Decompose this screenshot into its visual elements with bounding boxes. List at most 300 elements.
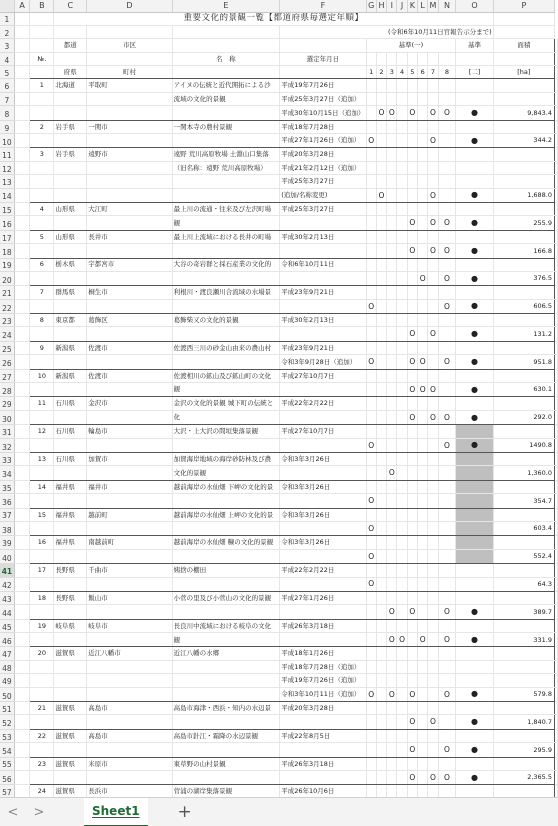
criteria-mark[interactable]: [366, 743, 376, 757]
date-cell[interactable]: [280, 494, 366, 508]
date-cell[interactable]: 平成23年9月21日: [280, 341, 366, 354]
criteria-mark[interactable]: [438, 148, 456, 161]
row-number[interactable]: 19: [0, 258, 14, 271]
criteria-mark[interactable]: [407, 660, 417, 673]
cell[interactable]: [54, 25, 87, 38]
cell[interactable]: [87, 161, 172, 174]
criteria-mark[interactable]: [387, 619, 397, 632]
cell[interactable]: [555, 134, 558, 148]
sheet-row[interactable]: [0, 175, 558, 188]
criteria-mark[interactable]: [438, 383, 456, 397]
name-cell[interactable]: 最上川の流通・往来及び左沢町場: [172, 202, 280, 215]
criteria-mark[interactable]: [407, 633, 417, 647]
record-number[interactable]: 13: [30, 453, 54, 466]
criteria-mark[interactable]: O: [438, 106, 456, 120]
criteria-mark[interactable]: [407, 702, 417, 715]
criteria-mark[interactable]: O: [366, 687, 376, 701]
name-cell[interactable]: 観: [172, 633, 280, 647]
criteria-mark[interactable]: [418, 299, 428, 313]
row-number[interactable]: 5: [0, 66, 14, 79]
cell[interactable]: [493, 12, 554, 25]
date-cell[interactable]: 平成25年3月27日: [280, 202, 366, 215]
date-cell[interactable]: 令和6年10月11日: [280, 258, 366, 271]
row-number[interactable]: 37: [0, 508, 14, 521]
criteria-mark[interactable]: [387, 369, 397, 382]
criteria-2-mark[interactable]: [456, 202, 493, 215]
criteria-mark[interactable]: O: [428, 770, 438, 784]
criteria-mark[interactable]: O: [438, 299, 456, 313]
criteria-mark[interactable]: [438, 369, 456, 382]
criteria-mark[interactable]: [397, 383, 407, 397]
criteria-mark[interactable]: [387, 647, 397, 660]
criteria-mark[interactable]: [387, 258, 397, 271]
criteria-mark[interactable]: [376, 770, 386, 784]
criteria-mark[interactable]: [428, 161, 438, 174]
cell[interactable]: [30, 175, 54, 188]
header-criteria-num[interactable]: 4: [397, 66, 407, 79]
criteria-mark[interactable]: O: [366, 299, 376, 313]
header-criteria-num[interactable]: 5: [407, 66, 417, 79]
criteria-mark[interactable]: [428, 729, 438, 742]
record-number[interactable]: 19: [30, 619, 54, 632]
criteria-mark[interactable]: [376, 743, 386, 757]
date-cell[interactable]: [280, 466, 366, 480]
criteria-mark[interactable]: O: [438, 605, 456, 619]
criteria-mark[interactable]: [397, 341, 407, 354]
municipality-cell[interactable]: 佐渡市: [87, 341, 172, 354]
next-sheet-button[interactable]: [26, 798, 52, 826]
cell[interactable]: [30, 660, 54, 673]
prefecture-cell[interactable]: 滋賀県: [54, 785, 87, 797]
name-cell[interactable]: 加賀海岸地域の海岸砂防林及び農: [172, 453, 280, 466]
cell[interactable]: [87, 674, 172, 687]
cell[interactable]: [172, 25, 280, 38]
cell[interactable]: [555, 52, 558, 65]
name-cell[interactable]: 葛飾柴又の文化的景観: [172, 314, 280, 327]
cell[interactable]: [14, 508, 30, 521]
criteria-mark[interactable]: [366, 425, 376, 438]
criteria-2-mark[interactable]: [456, 175, 493, 188]
criteria-2-mark[interactable]: ●: [456, 271, 493, 285]
criteria-mark[interactable]: [376, 633, 386, 647]
criteria-2-mark[interactable]: ●: [456, 134, 493, 148]
criteria-mark[interactable]: [428, 466, 438, 480]
cell[interactable]: [54, 299, 87, 313]
criteria-mark[interactable]: [418, 494, 428, 508]
cell[interactable]: [54, 687, 87, 701]
cell[interactable]: [555, 521, 558, 535]
sheet-row[interactable]: [0, 674, 558, 687]
cell[interactable]: [87, 687, 172, 701]
cell[interactable]: [555, 619, 558, 632]
criteria-mark[interactable]: [418, 536, 428, 549]
criteria-2-mark[interactable]: [456, 148, 493, 161]
cell[interactable]: [87, 577, 172, 591]
cell[interactable]: [555, 271, 558, 285]
criteria-mark[interactable]: [397, 202, 407, 215]
criteria-mark[interactable]: O: [438, 355, 456, 369]
date-cell[interactable]: [280, 244, 366, 258]
criteria-mark[interactable]: O: [407, 383, 417, 397]
cell[interactable]: [30, 327, 54, 341]
criteria-mark[interactable]: [407, 188, 417, 202]
criteria-mark[interactable]: O: [366, 134, 376, 148]
area-cell[interactable]: [493, 161, 554, 174]
criteria-mark[interactable]: [438, 327, 456, 341]
criteria-mark[interactable]: [376, 410, 386, 424]
criteria-2-mark[interactable]: [456, 785, 493, 797]
criteria-mark[interactable]: [397, 770, 407, 784]
date-cell[interactable]: [280, 383, 366, 397]
criteria-mark[interactable]: [438, 619, 456, 632]
row-number[interactable]: 52: [0, 715, 14, 729]
criteria-mark[interactable]: [376, 453, 386, 466]
cell[interactable]: [30, 577, 54, 591]
criteria-mark[interactable]: [418, 258, 428, 271]
municipality-cell[interactable]: 高島市: [87, 729, 172, 742]
name-cell[interactable]: 遠野 荒川高原牧場 土淵山口集落: [172, 148, 280, 161]
cell[interactable]: [14, 494, 30, 508]
criteria-mark[interactable]: [376, 536, 386, 549]
criteria-mark[interactable]: [438, 591, 456, 604]
row-number[interactable]: 4: [0, 52, 14, 65]
criteria-mark[interactable]: [387, 383, 397, 397]
cell[interactable]: [14, 341, 30, 354]
row-number[interactable]: 53: [0, 729, 14, 742]
criteria-mark[interactable]: [418, 202, 428, 215]
cell[interactable]: [87, 134, 172, 148]
criteria-mark[interactable]: [397, 258, 407, 271]
criteria-mark[interactable]: [428, 202, 438, 215]
date-cell[interactable]: [280, 743, 366, 757]
sheet-row[interactable]: [0, 39, 558, 52]
criteria-mark[interactable]: [418, 549, 428, 563]
cell[interactable]: [14, 466, 30, 480]
sheet-row[interactable]: [0, 702, 558, 715]
criteria-mark[interactable]: O: [428, 327, 438, 341]
criteria-mark[interactable]: [428, 438, 438, 452]
cell[interactable]: [14, 591, 30, 604]
criteria-mark[interactable]: [366, 120, 376, 133]
area-cell[interactable]: [493, 175, 554, 188]
area-cell[interactable]: [493, 230, 554, 243]
header-name[interactable]: 名 称: [172, 52, 280, 65]
cell[interactable]: [87, 244, 172, 258]
criteria-mark[interactable]: O: [387, 687, 397, 701]
sheet-row[interactable]: [0, 341, 558, 354]
criteria-2-mark[interactable]: [456, 549, 493, 563]
criteria-2-mark[interactable]: [456, 591, 493, 604]
criteria-mark[interactable]: [407, 148, 417, 161]
criteria-mark[interactable]: [428, 549, 438, 563]
criteria-mark[interactable]: [428, 258, 438, 271]
area-cell[interactable]: 1,360.0: [493, 466, 554, 480]
criteria-mark[interactable]: [418, 702, 428, 715]
date-cell[interactable]: [280, 438, 366, 452]
criteria-mark[interactable]: [407, 134, 417, 148]
criteria-mark[interactable]: [387, 438, 397, 452]
cell[interactable]: [555, 687, 558, 701]
header-criteria-2-sub[interactable]: [二]: [456, 66, 493, 79]
row-number[interactable]: 55: [0, 757, 14, 770]
criteria-mark[interactable]: [376, 480, 386, 493]
name-cell[interactable]: 化: [172, 410, 280, 424]
date-cell[interactable]: 平成22年8月5日: [280, 729, 366, 742]
name-cell[interactable]: 越前海岸の水仙畑 下岬の文化的景: [172, 480, 280, 493]
prefecture-cell[interactable]: 新潟県: [54, 369, 87, 382]
sheet-row[interactable]: [0, 79, 558, 92]
criteria-2-mark[interactable]: ●: [456, 299, 493, 313]
row-number[interactable]: 57: [0, 785, 14, 797]
criteria-mark[interactable]: [418, 397, 428, 410]
criteria-mark[interactable]: [438, 729, 456, 742]
criteria-mark[interactable]: O: [438, 743, 456, 757]
sheet-row[interactable]: [0, 466, 558, 480]
name-cell[interactable]: 大沢・上大沢の間垣集落景観: [172, 425, 280, 438]
cell[interactable]: [14, 702, 30, 715]
criteria-mark[interactable]: [397, 480, 407, 493]
criteria-mark[interactable]: [418, 327, 428, 341]
area-cell[interactable]: 1,840.7: [493, 715, 554, 729]
cell[interactable]: [87, 770, 172, 784]
row-number[interactable]: 3: [0, 39, 14, 52]
column-header-a[interactable]: A: [14, 0, 30, 12]
cell[interactable]: [30, 355, 54, 369]
name-cell[interactable]: 越前海岸の水仙畑 上岬の文化的景: [172, 508, 280, 521]
sheet-row[interactable]: [0, 660, 558, 673]
criteria-mark[interactable]: [376, 591, 386, 604]
name-cell[interactable]: 菅浦の湖岸集落景観: [172, 785, 280, 797]
date-cell[interactable]: 令和3年3月26日: [280, 536, 366, 549]
criteria-mark[interactable]: O: [418, 271, 428, 285]
cell[interactable]: [30, 466, 54, 480]
area-cell[interactable]: [493, 591, 554, 604]
criteria-mark[interactable]: [397, 536, 407, 549]
cell[interactable]: [555, 438, 558, 452]
cell[interactable]: [87, 438, 172, 452]
criteria-mark[interactable]: [397, 687, 407, 701]
criteria-mark[interactable]: O: [366, 549, 376, 563]
criteria-mark[interactable]: [428, 757, 438, 770]
area-cell[interactable]: [493, 729, 554, 742]
header-criteria-sub[interactable]: [366, 52, 376, 65]
criteria-2-mark[interactable]: [456, 660, 493, 673]
date-cell[interactable]: 平成18年1月26日: [280, 647, 366, 660]
record-number[interactable]: 15: [30, 508, 54, 521]
criteria-mark[interactable]: [397, 757, 407, 770]
cell[interactable]: [54, 355, 87, 369]
criteria-mark[interactable]: [397, 148, 407, 161]
area-cell[interactable]: [493, 453, 554, 466]
cell[interactable]: [87, 605, 172, 619]
area-cell[interactable]: [493, 785, 554, 797]
cell[interactable]: [555, 79, 558, 92]
municipality-cell[interactable]: 近江八幡市: [87, 647, 172, 660]
sheet-row[interactable]: [0, 216, 558, 230]
row-number[interactable]: 12: [0, 161, 14, 174]
name-cell[interactable]: 長良川中流域における岐阜の文化: [172, 619, 280, 632]
sheet-row[interactable]: [0, 521, 558, 535]
name-cell[interactable]: 越前海岸の水仙畑 糠の文化的景観: [172, 536, 280, 549]
header-name-top[interactable]: [172, 39, 280, 52]
date-cell[interactable]: [280, 577, 366, 591]
cell[interactable]: [14, 383, 30, 397]
cell[interactable]: [30, 271, 54, 285]
criteria-mark[interactable]: [366, 660, 376, 673]
row-number[interactable]: 15: [0, 202, 14, 215]
cell[interactable]: [14, 244, 30, 258]
name-cell[interactable]: 流域の文化的景観: [172, 92, 280, 105]
criteria-mark[interactable]: [387, 577, 397, 591]
row-number[interactable]: 9: [0, 120, 14, 133]
cell[interactable]: [555, 286, 558, 299]
cell[interactable]: [555, 327, 558, 341]
cell[interactable]: [54, 715, 87, 729]
criteria-mark[interactable]: O: [418, 633, 428, 647]
name-cell[interactable]: [172, 188, 280, 202]
criteria-mark[interactable]: [418, 619, 428, 632]
prefecture-cell[interactable]: 石川県: [54, 425, 87, 438]
row-number[interactable]: 30: [0, 410, 14, 424]
date-cell[interactable]: 令和3年3月26日: [280, 480, 366, 493]
record-number[interactable]: 7: [30, 286, 54, 299]
criteria-mark[interactable]: [418, 743, 428, 757]
record-number[interactable]: 22: [30, 729, 54, 742]
criteria-mark[interactable]: O: [418, 383, 428, 397]
header-date-bottom[interactable]: [280, 66, 366, 79]
criteria-mark[interactable]: [428, 605, 438, 619]
criteria-mark[interactable]: [407, 161, 417, 174]
prefecture-cell[interactable]: 石川県: [54, 453, 87, 466]
cell[interactable]: [14, 453, 30, 466]
criteria-mark[interactable]: [418, 425, 428, 438]
criteria-mark[interactable]: [418, 577, 428, 591]
sheet-row[interactable]: [0, 715, 558, 729]
date-cell[interactable]: 平成19年7月26日（追加）: [280, 674, 366, 687]
criteria-mark[interactable]: [438, 785, 456, 797]
sheet-row[interactable]: [0, 410, 558, 424]
criteria-mark[interactable]: [438, 466, 456, 480]
prefecture-cell[interactable]: 滋賀県: [54, 757, 87, 770]
sheet-row[interactable]: [0, 134, 558, 148]
sheet-row[interactable]: [0, 52, 558, 65]
cell[interactable]: [14, 355, 30, 369]
criteria-mark[interactable]: [407, 120, 417, 133]
criteria-mark[interactable]: O: [407, 715, 417, 729]
name-cell[interactable]: 東草野の山村景観: [172, 757, 280, 770]
criteria-mark[interactable]: [366, 161, 376, 174]
criteria-mark[interactable]: [376, 202, 386, 215]
criteria-mark[interactable]: O: [387, 633, 397, 647]
cell[interactable]: [493, 25, 554, 38]
cell[interactable]: [14, 369, 30, 382]
criteria-mark[interactable]: [366, 536, 376, 549]
criteria-mark[interactable]: O: [407, 770, 417, 784]
criteria-mark[interactable]: [397, 494, 407, 508]
sheet-row[interactable]: [0, 314, 558, 327]
area-cell[interactable]: [493, 148, 554, 161]
cell[interactable]: [54, 770, 87, 784]
sheet-row[interactable]: [0, 605, 558, 619]
record-number[interactable]: 5: [30, 230, 54, 243]
cell[interactable]: [14, 729, 30, 742]
criteria-mark[interactable]: [376, 355, 386, 369]
cell[interactable]: [14, 549, 30, 563]
name-cell[interactable]: 姨捨の棚田: [172, 564, 280, 577]
sheet-row[interactable]: [0, 355, 558, 369]
criteria-mark[interactable]: [376, 341, 386, 354]
cell[interactable]: [555, 785, 558, 797]
cell[interactable]: [555, 480, 558, 493]
criteria-mark[interactable]: [366, 785, 376, 797]
record-number[interactable]: 6: [30, 258, 54, 271]
criteria-mark[interactable]: O: [428, 715, 438, 729]
prefecture-cell[interactable]: 石川県: [54, 397, 87, 410]
cell[interactable]: [30, 410, 54, 424]
sheet-row[interactable]: [0, 564, 558, 577]
area-cell[interactable]: [493, 369, 554, 382]
cell[interactable]: [555, 216, 558, 230]
criteria-mark[interactable]: O: [428, 216, 438, 230]
row-number[interactable]: 11: [0, 148, 14, 161]
criteria-mark[interactable]: [387, 286, 397, 299]
row-number[interactable]: 25: [0, 341, 14, 354]
cell[interactable]: [14, 536, 30, 549]
cell[interactable]: [14, 25, 30, 38]
cell[interactable]: [14, 314, 30, 327]
cell[interactable]: [555, 702, 558, 715]
header-criteria-num[interactable]: 2: [376, 66, 386, 79]
date-cell[interactable]: 平成27年10月7日: [280, 369, 366, 382]
criteria-mark[interactable]: [418, 715, 428, 729]
criteria-mark[interactable]: [428, 494, 438, 508]
cell[interactable]: [555, 757, 558, 770]
row-number[interactable]: 31: [0, 425, 14, 438]
sheet-row[interactable]: [0, 494, 558, 508]
area-cell[interactable]: [493, 647, 554, 660]
criteria-mark[interactable]: O: [387, 106, 397, 120]
row-number[interactable]: 34: [0, 466, 14, 480]
cell[interactable]: [14, 687, 30, 701]
cell[interactable]: [14, 770, 30, 784]
criteria-mark[interactable]: [366, 230, 376, 243]
criteria-2-mark[interactable]: [456, 258, 493, 271]
cell[interactable]: [30, 633, 54, 647]
criteria-mark[interactable]: [428, 564, 438, 577]
criteria-mark[interactable]: [366, 770, 376, 784]
row-number[interactable]: 45: [0, 619, 14, 632]
criteria-mark[interactable]: [366, 271, 376, 285]
cell[interactable]: [87, 743, 172, 757]
criteria-mark[interactable]: [428, 79, 438, 92]
cell[interactable]: [54, 106, 87, 120]
cell[interactable]: [555, 299, 558, 313]
criteria-mark[interactable]: O: [428, 134, 438, 148]
criteria-mark[interactable]: [397, 521, 407, 535]
criteria-mark[interactable]: [376, 715, 386, 729]
record-number[interactable]: 2: [30, 120, 54, 133]
criteria-mark[interactable]: [397, 79, 407, 92]
criteria-mark[interactable]: [397, 327, 407, 341]
criteria-mark[interactable]: [397, 369, 407, 382]
criteria-mark[interactable]: [407, 438, 417, 452]
prefecture-cell[interactable]: 福井県: [54, 480, 87, 493]
criteria-mark[interactable]: [418, 647, 428, 660]
prefecture-cell[interactable]: 新潟県: [54, 341, 87, 354]
criteria-mark[interactable]: [387, 521, 397, 535]
cell[interactable]: [555, 244, 558, 258]
area-cell[interactable]: 295.9: [493, 743, 554, 757]
